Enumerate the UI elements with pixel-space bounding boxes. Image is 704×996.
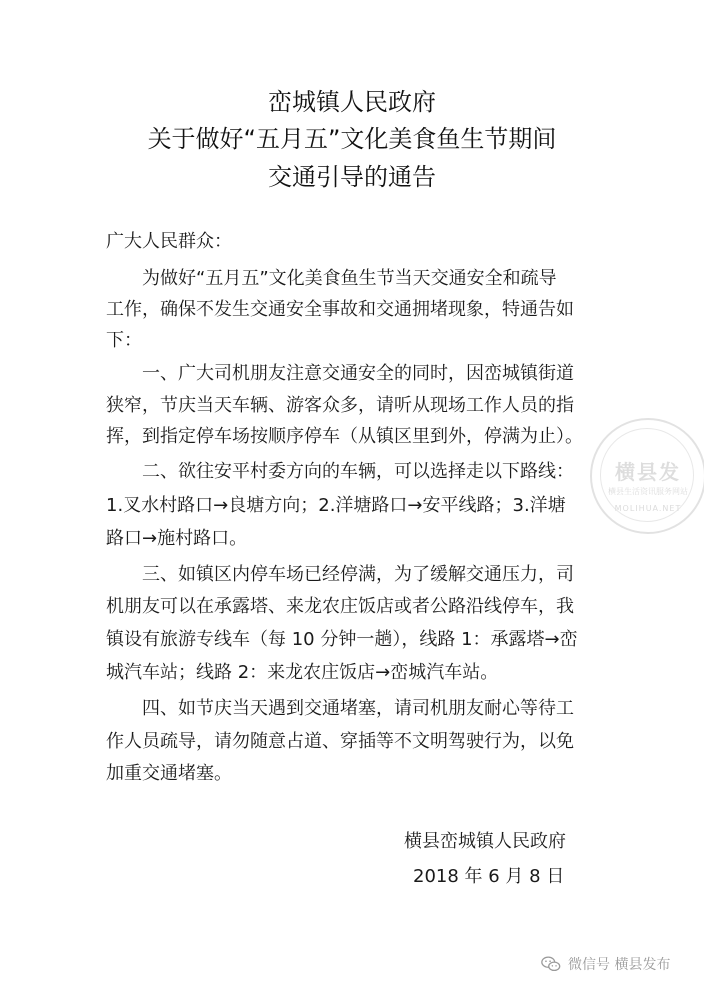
body-line: 三、如镇区内停车场已经停满，为了缓解交通压力，司 [106,564,574,585]
body-line: 路口→施村路口。 [106,528,248,549]
watermark-stamp [590,418,704,534]
watermark-text: 微信号 横县发布 [568,957,671,973]
body-line: 为做好“五月五”文化美食鱼生节当天交通安全和疏导 [106,268,557,289]
body-line: 镇设有旅游专线车（每 10 分钟一趟），线路 1：承露塔→峦 [106,629,578,650]
stamp-bottom-text: MOLIHUA.NET [614,504,682,513]
body-line: 二、欲往安平村委方向的车辆，可以选择走以下路线： [106,461,574,482]
wechat-watermark [540,952,670,976]
signature-date: 2018 年 6 月 8 日 [413,866,565,887]
body-line: 作人员疏导，请勿随意占道、穿插等不文明驾驶行为，以免 [106,731,574,752]
signature-org: 横县峦城镇人民政府 [404,831,566,852]
body-line: 机朋友可以在承露塔、来龙农庄饭店或者公路沿线停车，我 [106,596,574,617]
body-line: 狭窄，节庆当天车辆、游客众多，请听从现场工作人员的指 [106,395,574,416]
body-line: 四、如节庆当天遇到交通堵塞，请司机朋友耐心等待工 [106,698,574,719]
salutation: 广大人民群众： [106,231,232,252]
stamp-sub-text: 横县生活资讯服务网站 [608,487,688,496]
body-line: 一、广大司机朋友注意交通安全的同时，因峦城镇街道 [106,363,574,384]
stamp-main-text: 横县发 [615,460,681,484]
body-line: 工作，确保不发生交通安全事故和交通拥堵现象，特通告如 [106,299,574,320]
notice-title-line-2: 关于做好“五月五”文化美食鱼生节期间 [147,125,557,153]
body-line: 挥，到指定停车场按顺序停车（从镇区里到外，停满为止）。 [106,426,583,447]
notice-title-line-3: 交通引导的通告 [268,163,436,191]
body-line: 城汽车站；线路 2：来龙农庄饭店→峦城汽车站。 [106,662,499,683]
wechat-icon [540,953,562,975]
body-line: 1.叉水村路口→良塘方向；2.洋塘路口→安平线路；3.洋塘 [106,495,566,516]
body-line: 加重交通堵塞。 [106,763,232,784]
body-line: 下： [106,330,142,351]
notice-title-line-1: 峦城镇人民政府 [268,88,436,116]
